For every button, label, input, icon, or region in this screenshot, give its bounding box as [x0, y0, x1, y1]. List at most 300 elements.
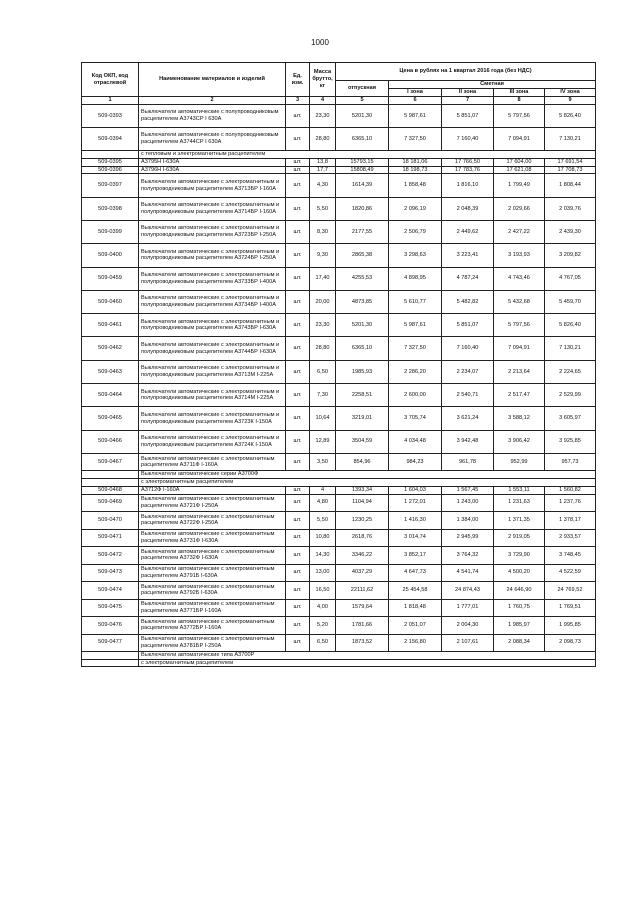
zone-4-price: 1 769,51	[545, 599, 596, 617]
zone-1-price: 1 818,48	[389, 599, 442, 617]
zone-3-price: 1 371,35	[494, 512, 545, 530]
header-estimate: Сметная	[389, 81, 596, 89]
item-unit: шт.	[286, 166, 310, 174]
zone-3-price: 3 729,90	[494, 547, 545, 565]
table-section-note	[82, 479, 596, 487]
item-unit: шт.	[286, 267, 310, 290]
zone-1-price: 984,23	[389, 453, 442, 471]
release-price: 6365,10	[336, 128, 389, 151]
zone-4-price: 24 769,52	[545, 582, 596, 600]
section-note: с электромагнитным расцепителем	[139, 659, 596, 667]
zone-3-price: 1 985,97	[494, 617, 545, 635]
zone-1-price: 5 987,61	[389, 104, 442, 127]
zone-4-price: 17 708,73	[545, 166, 596, 174]
zone-3-price: 24 646,90	[494, 582, 545, 600]
zone-2-price: 17 783,76	[442, 166, 494, 174]
zone-4-price: 1 378,17	[545, 512, 596, 530]
item-mass: 5,20	[310, 617, 336, 635]
header-zone-3: III зона	[494, 89, 545, 97]
zone-2-price: 2 540,71	[442, 384, 494, 407]
item-unit: шт.	[286, 104, 310, 127]
zone-2-price: 1 816,10	[442, 174, 494, 197]
zone-4-price: 2 529,99	[545, 384, 596, 407]
release-price: 15793,15	[336, 159, 389, 167]
table-row	[82, 104, 596, 127]
table-row	[82, 494, 596, 512]
item-unit: шт.	[286, 512, 310, 530]
item-name: Выключатели автоматические с электромагнитным и полупроводниковым расцепителем А3714БР I-160А	[139, 197, 286, 220]
release-price: 2618,76	[336, 529, 389, 547]
col-number: 3	[286, 97, 310, 105]
item-name: Выключатели автоматические с электромагнитным и полупроводниковым расцепителем А3744БР I-630А	[139, 337, 286, 360]
item-mass: 6,50	[310, 360, 336, 383]
item-code: 509-0397	[82, 174, 139, 197]
item-mass: 14,30	[310, 547, 336, 565]
zone-1-price: 7 327,50	[389, 128, 442, 151]
item-unit: шт.	[286, 174, 310, 197]
release-price: 1230,25	[336, 512, 389, 530]
zone-3-price: 2 029,66	[494, 197, 545, 220]
release-price: 4037,29	[336, 564, 389, 582]
zone-3-price: 1 799,49	[494, 174, 545, 197]
col-number: 9	[545, 97, 596, 105]
zone-1-price: 18 181,06	[389, 159, 442, 167]
release-price: 2177,55	[336, 221, 389, 244]
zone-4-price: 2 933,57	[545, 529, 596, 547]
item-unit: шт.	[286, 159, 310, 167]
zone-3-price: 5 797,56	[494, 314, 545, 337]
table-row	[82, 244, 596, 267]
item-code: 509-0462	[82, 337, 139, 360]
item-code: 509-0477	[82, 634, 139, 652]
zone-3-price: 5 797,56	[494, 104, 545, 127]
item-code: 509-0399	[82, 221, 139, 244]
item-mass: 23,30	[310, 104, 336, 127]
item-mass: 6,50	[310, 634, 336, 652]
section-note: Выключатели автоматические типа А3700Р	[139, 652, 596, 660]
release-price: 1781,66	[336, 617, 389, 635]
item-unit: шт.	[286, 197, 310, 220]
item-unit: шт.	[286, 221, 310, 244]
table-row	[82, 314, 596, 337]
zone-1-price: 1 272,01	[389, 494, 442, 512]
zone-1-price: 3 298,63	[389, 244, 442, 267]
release-price: 1104,94	[336, 494, 389, 512]
item-name: Выключатели автоматические с электромагнитным расцепителем А3772БР I-160А	[139, 617, 286, 635]
item-mass: 17,40	[310, 267, 336, 290]
zone-3-price: 2 517,47	[494, 384, 545, 407]
zone-3-price: 3 588,12	[494, 407, 545, 430]
item-code: 509-0400	[82, 244, 139, 267]
item-unit: шт.	[286, 494, 310, 512]
note-code-cell	[82, 659, 139, 667]
zone-1-price: 4 898,95	[389, 267, 442, 290]
zone-1-price: 3 705,74	[389, 407, 442, 430]
item-mass: 10,80	[310, 529, 336, 547]
header-zone-2: II зона	[442, 89, 494, 97]
zone-2-price: 2 234,07	[442, 360, 494, 383]
item-code: 509-0473	[82, 564, 139, 582]
zone-3-price: 2 088,34	[494, 634, 545, 652]
header-mass: Масса брутто, кг	[310, 63, 336, 97]
item-unit: шт.	[286, 486, 310, 494]
item-name: Выключатели автоматические с электромагнитным расцепителем А3792Б I-630А	[139, 582, 286, 600]
item-code: 509-0461	[82, 314, 139, 337]
item-unit: шт.	[286, 634, 310, 652]
item-unit: шт.	[286, 337, 310, 360]
col-number: 7	[442, 97, 494, 105]
page-number: 1000	[311, 38, 329, 47]
zone-3-price: 7 094,91	[494, 337, 545, 360]
release-price: 4255,53	[336, 267, 389, 290]
header-name: Наименование материалов и изделий	[139, 63, 286, 97]
zone-2-price: 2 449,62	[442, 221, 494, 244]
note-code-cell	[82, 471, 139, 479]
zone-2-price: 4 541,74	[442, 564, 494, 582]
zone-4-price: 1 560,82	[545, 486, 596, 494]
price-table	[81, 62, 596, 667]
item-mass: 4,00	[310, 599, 336, 617]
item-unit: шт.	[286, 384, 310, 407]
zone-4-price: 1 995,85	[545, 617, 596, 635]
item-name: Выключатели автоматические с электромагнитным и полупроводниковым расцепителем А3733БР I-400А	[139, 267, 286, 290]
item-unit: шт.	[286, 360, 310, 383]
zone-1-price: 25 454,58	[389, 582, 442, 600]
table-row	[82, 512, 596, 530]
zone-1-price: 4 647,73	[389, 564, 442, 582]
release-price: 5201,30	[336, 104, 389, 127]
table-row	[82, 582, 596, 600]
zone-2-price: 17 766,50	[442, 159, 494, 167]
release-price: 1579,64	[336, 599, 389, 617]
item-unit: шт.	[286, 547, 310, 565]
zone-2-price: 7 160,40	[442, 337, 494, 360]
release-price: 22111,62	[336, 582, 389, 600]
table-row	[82, 384, 596, 407]
zone-3-price: 7 094,91	[494, 128, 545, 151]
table-row	[82, 128, 596, 151]
zone-2-price: 2 107,61	[442, 634, 494, 652]
item-code: 509-0476	[82, 617, 139, 635]
table-section-note	[82, 652, 596, 660]
table-row	[82, 529, 596, 547]
item-unit: шт.	[286, 430, 310, 453]
col-number: 8	[494, 97, 545, 105]
item-unit: шт.	[286, 407, 310, 430]
release-price: 854,96	[336, 453, 389, 471]
zone-2-price: 24 874,43	[442, 582, 494, 600]
item-code: 509-0474	[82, 582, 139, 600]
zone-1-price: 18 198,73	[389, 166, 442, 174]
item-code: 509-0460	[82, 290, 139, 313]
zone-1-price: 3 852,17	[389, 547, 442, 565]
item-code: 509-0471	[82, 529, 139, 547]
zone-1-price: 1 858,48	[389, 174, 442, 197]
item-name: Выключатели автоматические с электромагнитным и полупроводниковым расцепителем А3743БР I-630А	[139, 314, 286, 337]
zone-2-price: 3 942,48	[442, 430, 494, 453]
table-row	[82, 166, 596, 174]
zone-3-price: 3 906,42	[494, 430, 545, 453]
zone-1-price: 2 096,19	[389, 197, 442, 220]
item-unit: шт.	[286, 244, 310, 267]
item-name: Выключатели автоматические с полупроводниковым расцепителем А3744СР I 630А	[139, 128, 286, 151]
item-code: 509-0396	[82, 166, 139, 174]
note-code-cell	[82, 652, 139, 660]
item-code: 509-0465	[82, 407, 139, 430]
item-mass: 4,30	[310, 174, 336, 197]
zone-3-price: 4 500,20	[494, 564, 545, 582]
zone-4-price: 3 605,97	[545, 407, 596, 430]
zone-1-price: 1 604,03	[389, 486, 442, 494]
zone-3-price: 2 427,22	[494, 221, 545, 244]
release-price: 2258,51	[336, 384, 389, 407]
zone-3-price: 4 743,46	[494, 267, 545, 290]
zone-4-price: 3 925,85	[545, 430, 596, 453]
header-release: отпускная	[336, 81, 389, 97]
table-row	[82, 159, 596, 167]
item-unit: шт.	[286, 599, 310, 617]
release-price: 3219,01	[336, 407, 389, 430]
table-row	[82, 547, 596, 565]
zone-2-price: 7 160,40	[442, 128, 494, 151]
item-code: 509-0472	[82, 547, 139, 565]
release-price: 3504,59	[336, 430, 389, 453]
zone-1-price: 2 156,80	[389, 634, 442, 652]
section-note: с электромагнитным расцепителем	[139, 479, 596, 487]
zone-1-price: 4 034,48	[389, 430, 442, 453]
item-mass: 7,30	[310, 384, 336, 407]
zone-4-price: 957,73	[545, 453, 596, 471]
zone-2-price: 3 223,41	[442, 244, 494, 267]
item-unit: шт.	[286, 617, 310, 635]
item-name: Выключатели автоматические с электромагнитным и полупроводниковым расцепителем А3723К I-150А	[139, 407, 286, 430]
item-code: 509-0395	[82, 159, 139, 167]
table-row	[82, 337, 596, 360]
header-zone-1: I зона	[389, 89, 442, 97]
table-row	[82, 360, 596, 383]
item-code: 509-0468	[82, 486, 139, 494]
col-number: 2	[139, 97, 286, 105]
item-name: А3796Н I-630А	[139, 166, 286, 174]
zone-1-price: 7 327,50	[389, 337, 442, 360]
item-name: А3712Ф I-160А	[139, 486, 286, 494]
table-row	[82, 486, 596, 494]
zone-3-price: 1 553,11	[494, 486, 545, 494]
item-mass: 20,00	[310, 290, 336, 313]
release-price: 1873,52	[336, 634, 389, 652]
table-row	[82, 174, 596, 197]
table-row	[82, 221, 596, 244]
item-name: А3795Н I-630А	[139, 159, 286, 167]
zone-4-price: 2 098,73	[545, 634, 596, 652]
release-price: 3346,22	[336, 547, 389, 565]
table-section-note	[82, 151, 596, 159]
zone-4-price: 4 767,05	[545, 267, 596, 290]
zone-4-price: 4 522,59	[545, 564, 596, 582]
item-code: 509-0459	[82, 267, 139, 290]
table-row	[82, 267, 596, 290]
item-name: Выключатели автоматические с электромагнитным расцепителем А3771БР I-160А	[139, 599, 286, 617]
table-row	[82, 617, 596, 635]
item-code: 509-0470	[82, 512, 139, 530]
item-code: 509-0466	[82, 430, 139, 453]
item-name: Выключатели автоматические с электромагнитным и полупроводниковым расцепителем А3734БР I-400А	[139, 290, 286, 313]
zone-2-price: 961,78	[442, 453, 494, 471]
zone-1-price: 5 610,77	[389, 290, 442, 313]
col-number: 5	[336, 97, 389, 105]
release-price: 1985,93	[336, 360, 389, 383]
item-name: Выключатели автоматические с электромагнитным расцепителем А3722Ф I-250А	[139, 512, 286, 530]
item-mass: 13,00	[310, 564, 336, 582]
item-unit: шт.	[286, 453, 310, 471]
zone-4-price: 2 439,30	[545, 221, 596, 244]
header-zone-4: IV зона	[545, 89, 596, 97]
zone-2-price: 2 048,39	[442, 197, 494, 220]
item-unit: шт.	[286, 290, 310, 313]
item-unit: шт.	[286, 128, 310, 151]
item-unit: шт.	[286, 529, 310, 547]
zone-2-price: 3 764,32	[442, 547, 494, 565]
item-name: Выключатели автоматические с электромагнитным и полупроводниковым расцепителем А3713БР I-160А	[139, 174, 286, 197]
table-row	[82, 564, 596, 582]
item-code: 509-0467	[82, 453, 139, 471]
zone-3-price: 1 760,75	[494, 599, 545, 617]
zone-4-price: 7 130,21	[545, 337, 596, 360]
item-code: 509-0394	[82, 128, 139, 151]
item-unit: шт.	[286, 564, 310, 582]
zone-1-price: 3 014,74	[389, 529, 442, 547]
table-row	[82, 599, 596, 617]
zone-4-price: 3 748,45	[545, 547, 596, 565]
item-mass: 9,30	[310, 244, 336, 267]
item-code: 509-0469	[82, 494, 139, 512]
item-mass: 16,50	[310, 582, 336, 600]
item-unit: шт.	[286, 582, 310, 600]
zone-4-price: 17 691,54	[545, 159, 596, 167]
header-price-group: Цена в рублях на 1 квартал 2016 года (без НДС)	[336, 63, 596, 81]
zone-3-price: 3 193,93	[494, 244, 545, 267]
zone-2-price: 1 567,45	[442, 486, 494, 494]
section-note: с тепловым и электромагнитным расцепителем	[139, 151, 596, 159]
item-mass: 5,50	[310, 197, 336, 220]
col-number: 1	[82, 97, 139, 105]
zone-3-price: 952,99	[494, 453, 545, 471]
item-name: Выключатели автоматические с электромагнитным расцепителем А3791Б I-630А	[139, 564, 286, 582]
release-price: 2865,38	[336, 244, 389, 267]
zone-4-price: 5 459,70	[545, 290, 596, 313]
item-mass: 28,80	[310, 337, 336, 360]
item-name: Выключатели автоматические с электромагнитным расцепителем А3731Ф I-630А	[139, 529, 286, 547]
zone-2-price: 1 777,01	[442, 599, 494, 617]
item-mass: 4,80	[310, 494, 336, 512]
table-row	[82, 634, 596, 652]
item-mass: 5,50	[310, 512, 336, 530]
zone-3-price: 2 213,64	[494, 360, 545, 383]
release-price: 15808,49	[336, 166, 389, 174]
zone-3-price: 5 432,68	[494, 290, 545, 313]
item-mass: 8,30	[310, 221, 336, 244]
zone-2-price: 2 004,30	[442, 617, 494, 635]
release-price: 5201,30	[336, 314, 389, 337]
col-number: 4	[310, 97, 336, 105]
zone-3-price: 17 621,08	[494, 166, 545, 174]
zone-4-price: 1 237,76	[545, 494, 596, 512]
zone-1-price: 2 286,20	[389, 360, 442, 383]
header-unit: Ед. изм.	[286, 63, 310, 97]
table-row	[82, 453, 596, 471]
item-mass: 17,7	[310, 166, 336, 174]
zone-1-price: 2 600,00	[389, 384, 442, 407]
table-row	[82, 197, 596, 220]
section-note: Выключатели автоматические серии А3700Ф	[139, 471, 596, 479]
col-number: 6	[389, 97, 442, 105]
release-price: 4873,85	[336, 290, 389, 313]
item-name: Выключатели автоматические с электромагнитным расцепителем А3711Ф I-160А	[139, 453, 286, 471]
table-row	[82, 430, 596, 453]
item-name: Выключатели автоматические с электромагнитным и полупроводниковым расцепителем А3714М I-225А	[139, 384, 286, 407]
table-row	[82, 407, 596, 430]
item-mass: 23,30	[310, 314, 336, 337]
zone-3-price: 17 604,00	[494, 159, 545, 167]
zone-4-price: 2 039,76	[545, 197, 596, 220]
zone-4-price: 3 209,82	[545, 244, 596, 267]
item-mass: 3,50	[310, 453, 336, 471]
zone-1-price: 1 416,30	[389, 512, 442, 530]
item-name: Выключатели автоматические с электромагнитным и полупроводниковым расцепителем А3724К I-150А	[139, 430, 286, 453]
item-name: Выключатели автоматические с электромагнитным и полупроводниковым расцепителем А3723БР I-250А	[139, 221, 286, 244]
item-name: Выключатели автоматические с электромагнитным расцепителем А3721Ф I-250А	[139, 494, 286, 512]
table-section-note	[82, 659, 596, 667]
item-code: 509-0463	[82, 360, 139, 383]
zone-3-price: 2 919,05	[494, 529, 545, 547]
item-code: 509-0475	[82, 599, 139, 617]
release-price: 1820,86	[336, 197, 389, 220]
item-mass: 13,8	[310, 159, 336, 167]
item-unit: шт.	[286, 314, 310, 337]
zone-2-price: 5 851,07	[442, 104, 494, 127]
zone-2-price: 4 787,24	[442, 267, 494, 290]
zone-2-price: 5 482,82	[442, 290, 494, 313]
item-code: 509-0393	[82, 104, 139, 127]
zone-4-price: 5 826,40	[545, 314, 596, 337]
note-code-cell	[82, 151, 139, 159]
item-mass: 10,64	[310, 407, 336, 430]
zone-1-price: 5 987,61	[389, 314, 442, 337]
item-mass: 28,80	[310, 128, 336, 151]
item-code: 509-0398	[82, 197, 139, 220]
item-name: Выключатели автоматические с электромагнитным расцепителем А3732Ф I-630А	[139, 547, 286, 565]
zone-2-price: 5 851,07	[442, 314, 494, 337]
zone-4-price: 2 224,65	[545, 360, 596, 383]
table-row	[82, 290, 596, 313]
zone-4-price: 5 826,40	[545, 104, 596, 127]
zone-2-price: 1 243,00	[442, 494, 494, 512]
zone-4-price: 7 130,21	[545, 128, 596, 151]
table-section-note	[82, 471, 596, 479]
release-price: 1393,34	[336, 486, 389, 494]
note-code-cell	[82, 479, 139, 487]
zone-1-price: 2 506,79	[389, 221, 442, 244]
release-price: 6365,10	[336, 337, 389, 360]
item-name: Выключатели автоматические с полупроводниковым расцепителем А3743СР I 630А	[139, 104, 286, 127]
zone-4-price: 1 808,44	[545, 174, 596, 197]
item-mass: 12,89	[310, 430, 336, 453]
header-code: Код ОКП, код отраслевой	[82, 63, 139, 97]
zone-2-price: 1 384,00	[442, 512, 494, 530]
item-code: 509-0464	[82, 384, 139, 407]
zone-3-price: 1 231,63	[494, 494, 545, 512]
zone-1-price: 2 051,07	[389, 617, 442, 635]
